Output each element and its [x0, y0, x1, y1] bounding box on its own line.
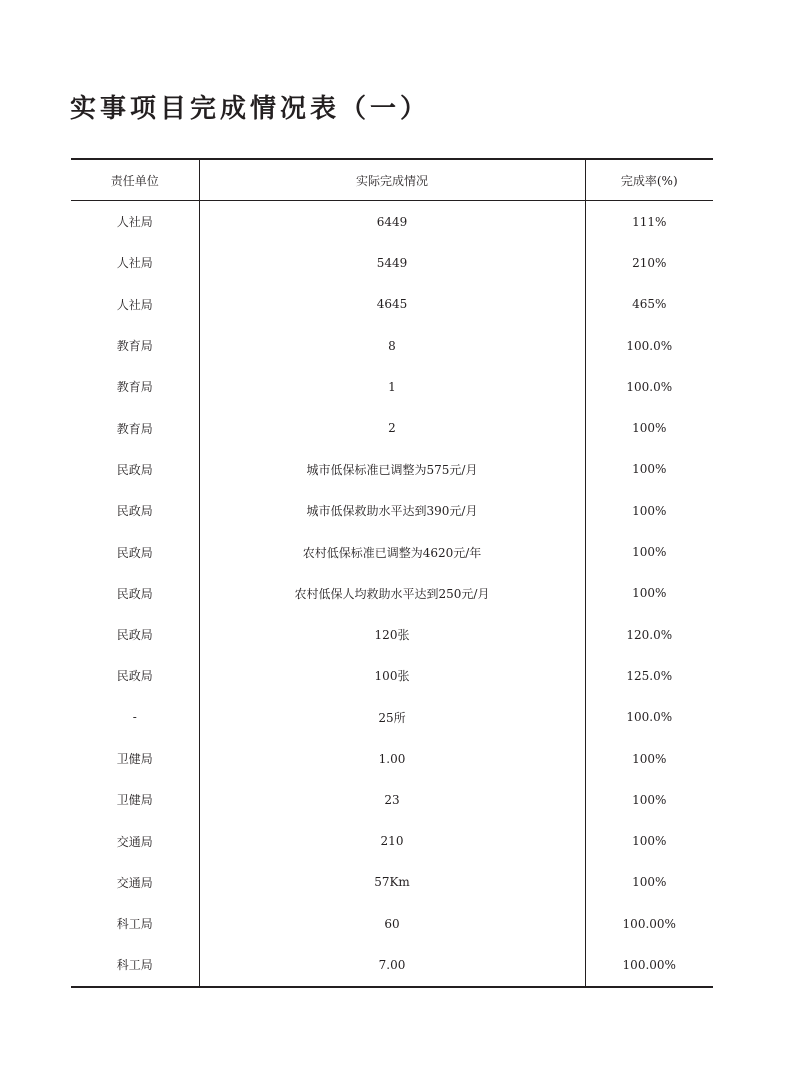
cell-completion-rate: 100% — [632, 503, 667, 518]
cell-responsible-unit: 交通局 — [116, 875, 153, 890]
cell-completion-rate: 100% — [632, 545, 667, 560]
header-completion-rate: 完成率(%) — [585, 159, 713, 201]
cell-completion-rate: 100.0% — [626, 710, 673, 725]
cell-actual-completion: 农村低保标准已调整为4620元/年 — [199, 531, 585, 572]
cell-completion-rate: 100.00% — [622, 957, 676, 972]
cell-completion-rate: 100.0% — [626, 338, 673, 353]
cell-completion-rate: 100.0% — [626, 379, 673, 394]
cell-actual-completion: 100张 — [199, 655, 585, 696]
cell-actual-completion: 6449 — [199, 201, 585, 243]
cell-responsible-unit: 科工局 — [116, 917, 153, 932]
header-responsible-unit: 责任单位 — [71, 159, 199, 201]
table-row — [71, 490, 713, 531]
table-row — [71, 614, 713, 655]
cell-responsible-unit: 民政局 — [116, 545, 153, 560]
cell-responsible-unit: 民政局 — [116, 586, 153, 601]
table-body — [71, 201, 713, 987]
table-row — [71, 201, 713, 243]
cell-actual-completion: 57Km — [199, 862, 585, 903]
cell-completion-rate: 465% — [632, 297, 667, 312]
cell-responsible-unit: 人社局 — [116, 215, 153, 230]
cell-actual-completion: 1.00 — [199, 738, 585, 779]
table-row — [71, 366, 713, 407]
cell-completion-rate: 100% — [632, 751, 667, 766]
page-title: 实事项目完成情况表（一） — [70, 94, 431, 124]
cell-completion-rate: 100% — [632, 421, 667, 436]
header-actual-completion: 实际完成情况 — [199, 159, 585, 201]
cell-responsible-unit: 卫健局 — [116, 793, 153, 808]
cell-completion-rate: 210% — [632, 255, 667, 270]
cell-responsible-unit: 民政局 — [116, 669, 153, 684]
cell-actual-completion: 1 — [199, 366, 585, 407]
cell-completion-rate: 100% — [632, 875, 667, 890]
table-row — [71, 573, 713, 614]
table-header — [71, 159, 713, 201]
cell-actual-completion: 7.00 — [199, 944, 585, 986]
header-row — [71, 159, 713, 201]
table-row — [71, 820, 713, 861]
cell-actual-completion: 23 — [199, 779, 585, 820]
cell-actual-completion: 城市低保标准已调整为575元/月 — [199, 449, 585, 490]
cell-completion-rate: 111% — [632, 214, 667, 229]
cell-responsible-unit: 民政局 — [116, 504, 153, 519]
cell-responsible-unit: 人社局 — [116, 297, 153, 312]
table-row — [71, 697, 713, 738]
table-row — [71, 944, 713, 986]
cell-responsible-unit: 人社局 — [116, 256, 153, 271]
table-row — [71, 407, 713, 448]
cell-responsible-unit: 交通局 — [116, 834, 153, 849]
table-row — [71, 242, 713, 283]
cell-completion-rate: 120.0% — [626, 627, 673, 642]
cell-responsible-unit: 教育局 — [116, 380, 153, 395]
cell-responsible-unit: 教育局 — [116, 339, 153, 354]
cell-actual-completion: 5449 — [199, 242, 585, 283]
table-row — [71, 738, 713, 779]
cell-actual-completion: 25所 — [199, 697, 585, 738]
cell-completion-rate: 100% — [632, 462, 667, 477]
cell-completion-rate: 100% — [632, 586, 667, 601]
cell-responsible-unit: 教育局 — [116, 421, 153, 436]
cell-actual-completion: 农村低保人均救助水平达到250元/月 — [199, 573, 585, 614]
cell-completion-rate: 100.00% — [622, 916, 676, 931]
cell-actual-completion: 2 — [199, 407, 585, 448]
cell-responsible-unit: 民政局 — [116, 628, 153, 643]
cell-completion-rate: 100% — [632, 834, 667, 849]
table-row — [71, 449, 713, 490]
table-row — [71, 284, 713, 325]
cell-actual-completion: 210 — [199, 820, 585, 861]
cell-actual-completion: 120张 — [199, 614, 585, 655]
cell-actual-completion: 60 — [199, 903, 585, 944]
table-row — [71, 779, 713, 820]
cell-responsible-unit: 民政局 — [116, 462, 153, 477]
table-row — [71, 903, 713, 944]
cell-actual-completion: 城市低保救助水平达到390元/月 — [199, 490, 585, 531]
table-row — [71, 655, 713, 696]
table-row — [71, 862, 713, 903]
table-row — [71, 325, 713, 366]
cell-responsible-unit: 卫健局 — [116, 752, 153, 766]
table-row — [71, 531, 713, 572]
cell-completion-rate: 100% — [632, 792, 667, 807]
cell-responsible-unit: 科工局 — [116, 958, 153, 973]
completion-table — [71, 158, 713, 988]
cell-completion-rate: 125.0% — [626, 668, 673, 683]
cell-responsible-unit: - — [132, 710, 137, 725]
cell-actual-completion: 8 — [199, 325, 585, 366]
cell-actual-completion: 4645 — [199, 284, 585, 325]
